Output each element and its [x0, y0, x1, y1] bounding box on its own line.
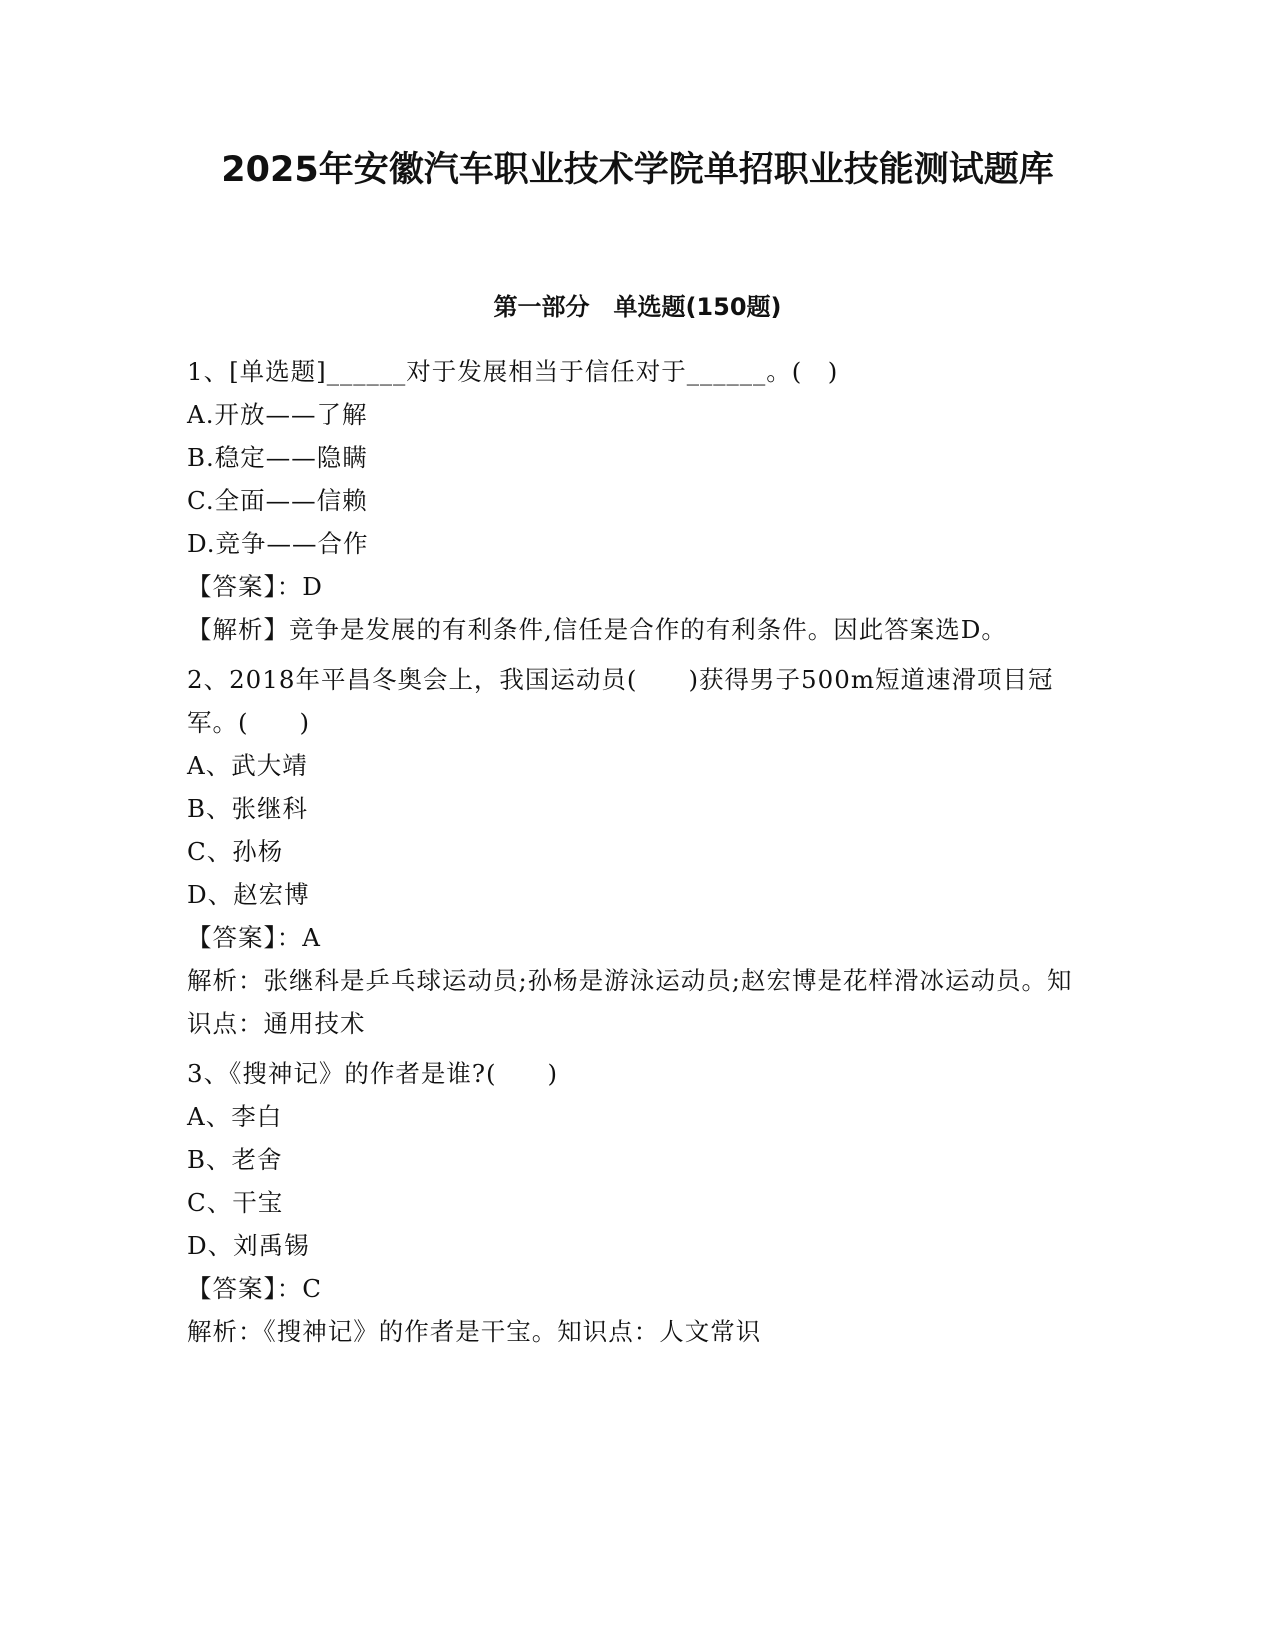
question-2 — [187, 658, 1087, 1045]
option-a: A、李白 — [187, 1102, 283, 1131]
answer: 【答案】：C — [187, 1274, 322, 1303]
option-c: C、孙杨 — [187, 837, 284, 866]
option-d: D、刘禹锡 — [187, 1231, 310, 1260]
option-b: B、老舍 — [187, 1145, 283, 1174]
question-stem: 1、[单选题]______对于发展相当于信任对于______。( ) — [187, 357, 839, 386]
question-1 — [187, 350, 1087, 651]
answer: 【答案】：D — [187, 572, 323, 601]
option-b: B.稳定——隐瞒 — [187, 443, 368, 472]
question-stem: 3、《搜神记》的作者是谁?( ) — [187, 1059, 559, 1088]
question-3 — [187, 1052, 1087, 1353]
analysis: 解析：《搜神记》的作者是干宝。知识点：人文常识 — [187, 1317, 762, 1346]
section-title: 第一部分 单选题(150题) — [493, 293, 782, 321]
analysis: 【解析】竞争是发展的有利条件,信任是合作的有利条件。因此答案选D。 — [187, 615, 1007, 644]
question-stem: 2、2018年平昌冬奥会上，我国运动员( )获得男子500m短道速滑项目冠军。( ) — [187, 665, 1054, 737]
option-c: C.全面——信赖 — [187, 486, 368, 515]
analysis: 解析：张继科是乒乓球运动员;孙杨是游泳运动员;赵宏博是花样滑冰运动员。知识点：通用技术 — [187, 966, 1073, 1038]
option-a: A.开放——了解 — [187, 400, 368, 429]
option-d: D.竞争——合作 — [187, 529, 369, 558]
option-d: D、赵宏博 — [187, 880, 310, 909]
option-a: A、武大靖 — [187, 751, 308, 780]
answer: 【答案】：A — [187, 923, 321, 952]
option-b: B、张继科 — [187, 794, 309, 823]
option-c: C、干宝 — [187, 1188, 284, 1217]
question-list — [187, 350, 1087, 1353]
document-title: 2025年安徽汽车职业技术学院单招职业技能测试题库 — [221, 150, 1054, 190]
